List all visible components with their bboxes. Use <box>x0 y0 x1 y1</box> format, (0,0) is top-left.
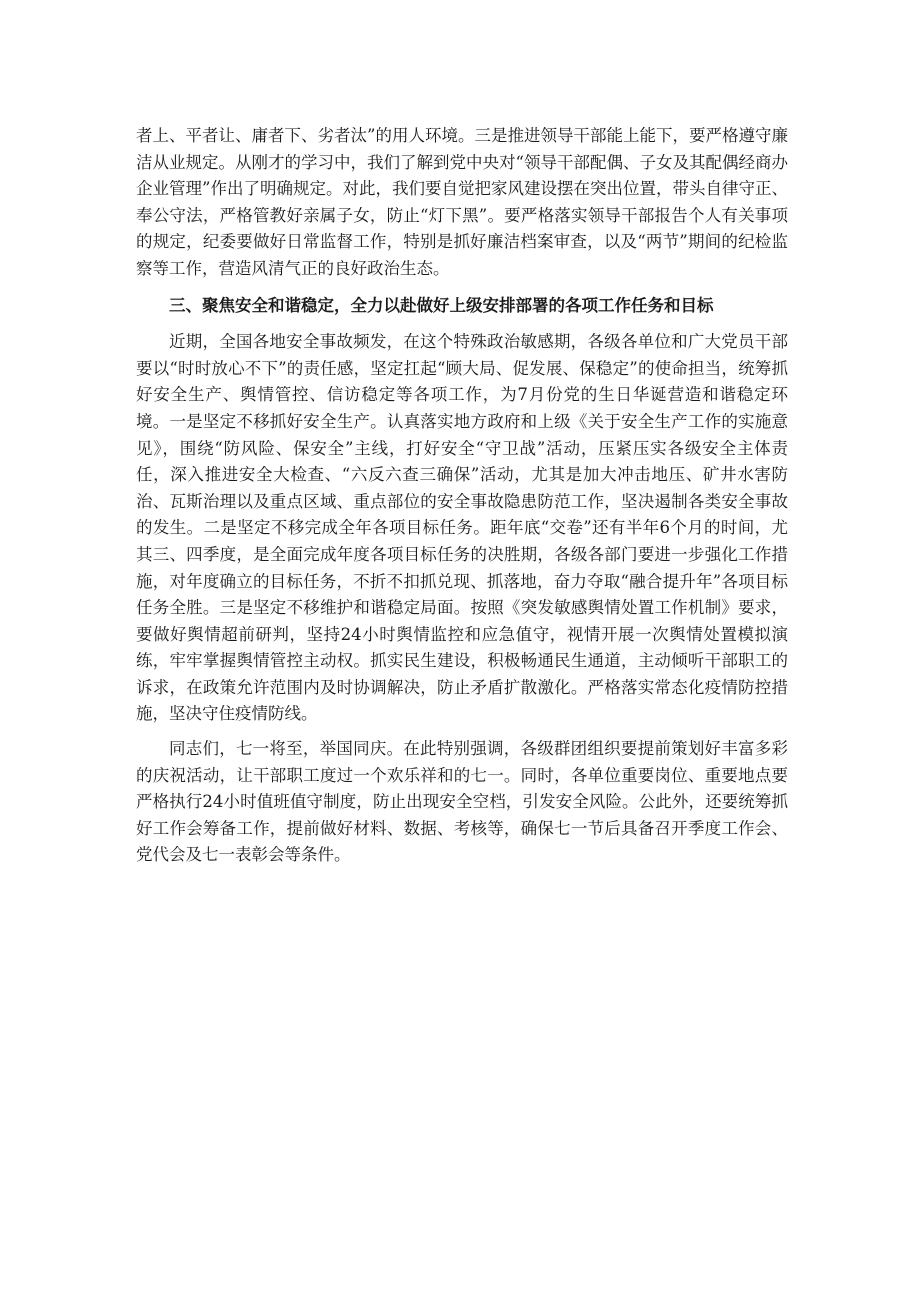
section-heading: 三、聚焦安全和谐稳定，全力以赴做好上级安排部署的各项工作任务和目标 <box>169 295 714 315</box>
document-page <box>136 123 788 869</box>
paragraph-closing: 同志们，七一将至，举国同庆。在此特别强调，各级群团组织要提前策划好丰富多彩的庆祝活动，让干部职工度过一个欢乐祥和的七一。同时，各单位重要岗位、重要地点要严格执行24小时值班值守制度，防止出现安全空档，引发安全风险。公此外，还要统筹抓好工作会筹备工作，提前做好材料、数据、考核等，确保七一节后具备召开季度工作会、党代会及七一表彰会等条件。 <box>136 739 788 865</box>
paragraph-continued: 者上、平者让、庸者下、劣者汰”的用人环境。三是推进领导干部能上能下，要严格遵守廉洁从业规定。从刚才的学习中，我们了解到党中央对“领导干部配偶、子女及其配偶经商办企业管理”作出了明确规定。对此，我们要自觉把家风建设摆在突出位置，带头自律守正、奉公守法，严格管教好亲属子女，防止“灯下黑”。要严格落实领导干部报告个人有关事项的规定，纪委要做好日常监督工作，特别是抓好廉洁档案审查，以及“两节”期间的纪检监察等工作，营造风清气正的良好政治生态。 <box>136 126 788 278</box>
paragraph-safety: 近期，全国各地安全事故频发，在这个特殊政治敏感期，各级各单位和广大党员干部要以“时时放心不下”的责任感，坚定扛起“顾大局、促发展、保稳定”的使命担当，统筹抓好安全生产、舆情管控、信访稳定等各项工作，为7月份党的生日华诞营造和谐稳定环境。一是坚定不移抓好安全生产。认真落实地方政府和上级《关于安全生产工作的实施意见》，围绕“防风险、保安全”主线，打好安全“守卫战”活动，压紧压实各级安全主体责任，深入推进安全大检查、“六反六查三确保”活动，尤其是加大冲击地压、矿井水害防治、瓦斯治理以及重点区域、重点部位的安全事故隐患防范工作，坚决遏制各类安全事故的发生。二是坚定不移完成全年各项目标任务。距年底“交卷”还有半年6个月的时间，尤其三、四季度，是全面完成年度各项目标任务的决胜期，各级各部门要进一步强化工作措施，对年度确立的目标任务，不折不扣抓兑现、抓落地，奋力夺取“融合提升年”各项目标任务全胜。三是坚定不移维护和谐稳定局面。按照《突发敏感舆情处置工作机制》要求，要做好舆情超前研判，坚持24小时舆情监控和应急值守，视情开展一次舆情处置模拟演练，牢牢掌握舆情管控主动权。抓实民生建设，积极畅通民生通道，主动倾听干部职工的诉求，在政策允许范围内及时协调解决，防止矛盾扩散激化。严格落实常态化疫情防控措施，坚决守住疫情防线。 <box>136 332 788 724</box>
